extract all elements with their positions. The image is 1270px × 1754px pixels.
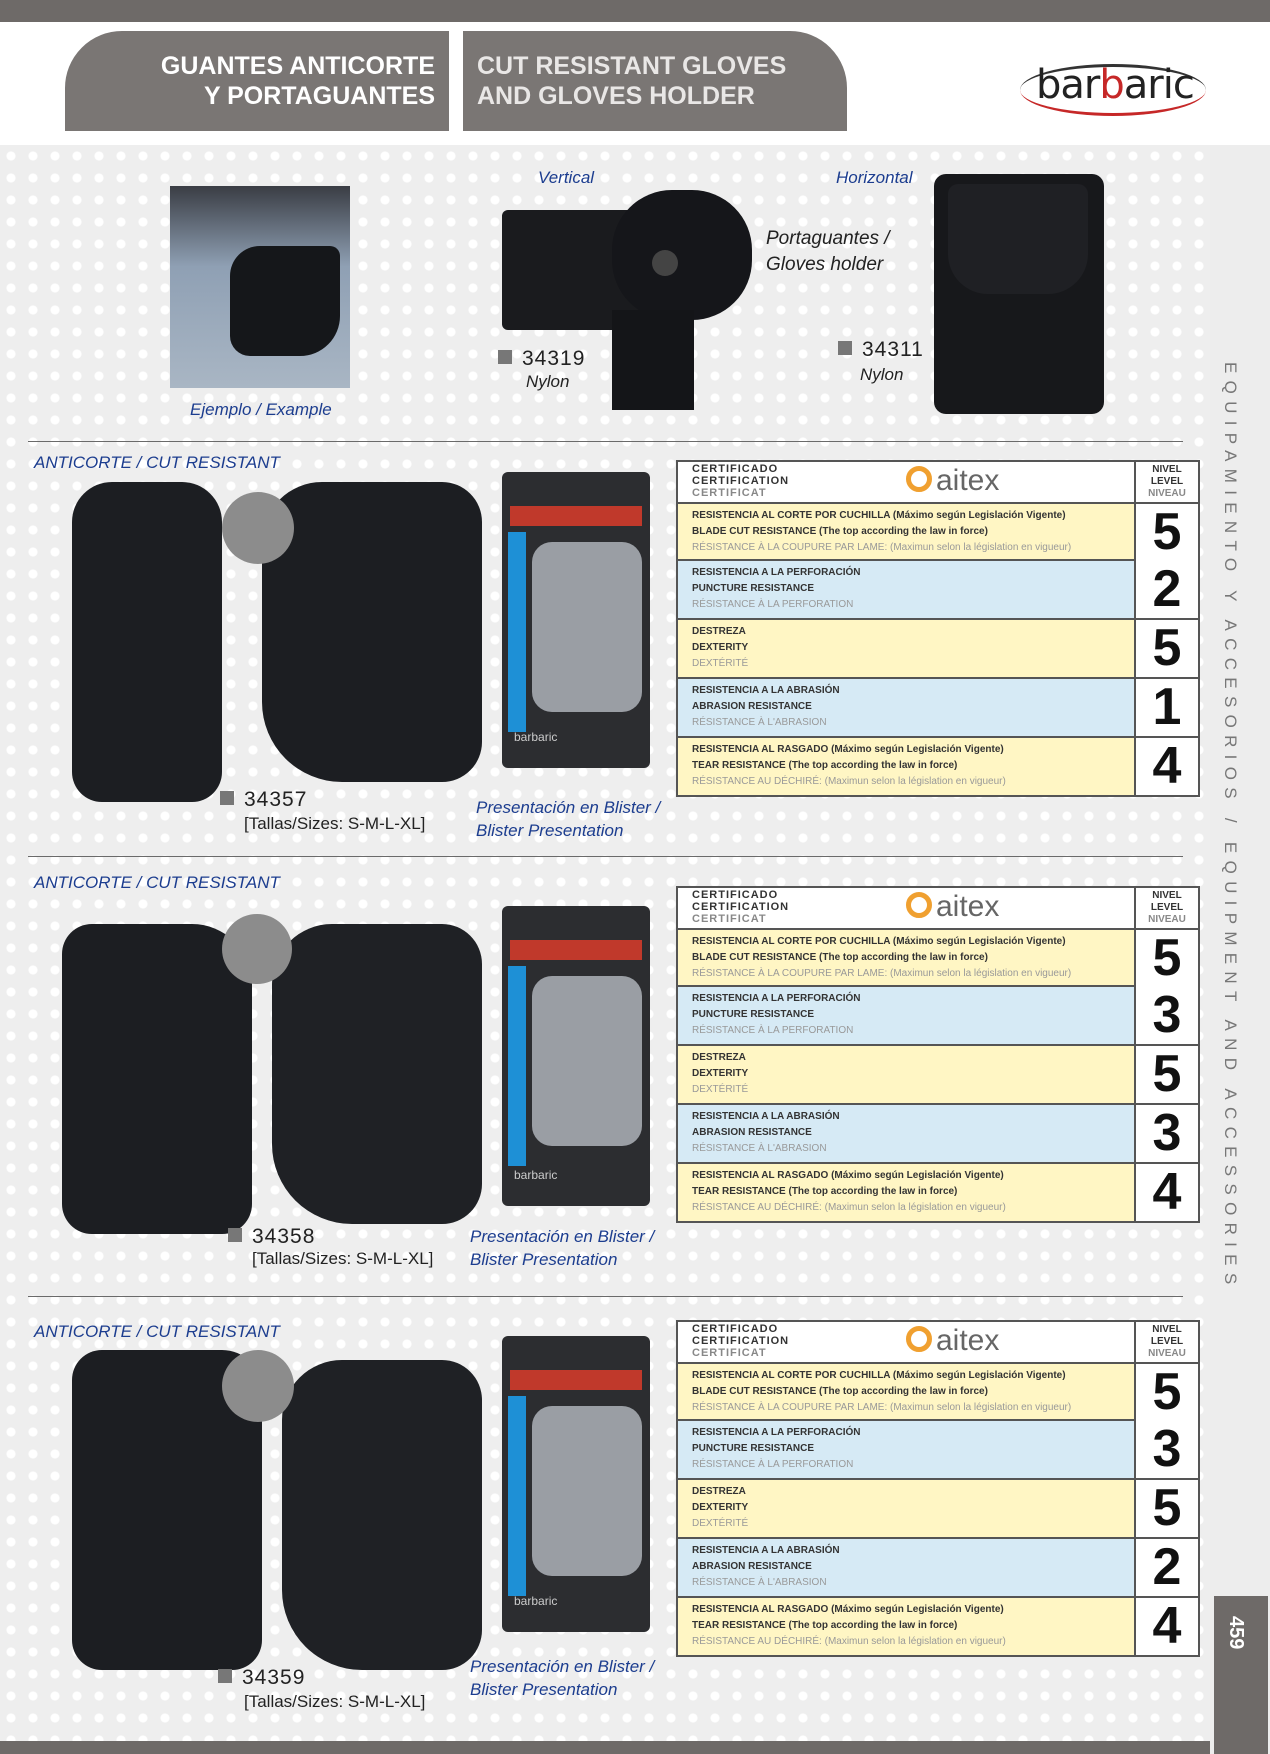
level-value: 3: [1134, 987, 1198, 1044]
cert-header: CERTIFICADO CERTIFICATION CERTIFICAT aitex NIVEL LEVEL NIVEAU: [676, 460, 1200, 502]
cert-row-tear: RESISTENCIA AL RASGADO (Máximo según Legislación Vigente) TEAR RESISTANCE (The top according the law in force) RÉSISTANCE AU DÉCHIRÉ: (Maximun selon la législation en vigueur) 4: [676, 1164, 1200, 1223]
divider-2: [28, 856, 1183, 857]
divider-1: [28, 441, 1183, 442]
top-bar: [0, 0, 1270, 22]
section-label-3: ANTICORTE / CUT RESISTANT: [34, 1322, 280, 1341]
header-tab-spanish: [62, 28, 452, 134]
vertical-label: Vertical: [538, 168, 595, 187]
level-value: 2: [1134, 1539, 1198, 1596]
level-value: 3: [1134, 1421, 1198, 1478]
product-code-34357: 34357: [220, 788, 307, 812]
horizontal-label: Horizontal: [836, 168, 913, 187]
level-value: 4: [1134, 1164, 1198, 1221]
horizontal-holder-material: Nylon: [860, 365, 904, 384]
cert-row-tear: RESISTENCIA AL RASGADO (Máximo según Legislación Vigente) TEAR RESISTANCE (The top according the law in force) RÉSISTANCE AU DÉCHIRÉ: (Maximun selon la législation en vigueur) 4: [676, 1598, 1200, 1657]
cert-row-dexterity: DESTREZA DEXTERITY DEXTÉRITÉ 5: [676, 1046, 1200, 1105]
blister-photo-3: barbaric: [502, 1336, 650, 1632]
page-number: 459: [1225, 1616, 1247, 1650]
cert-row-blade-cut: RESISTENCIA AL CORTE POR CUCHILLA (Máximo según Legislación Vigente) BLADE CUT RESISTANCE (The top according the law in force) RÉSISTANCE À LA COUPURE PAR LAME: (Maximun selon la législation en vigueur) 5: [676, 1362, 1200, 1421]
level-value: 4: [1134, 1598, 1198, 1655]
section-label-2: ANTICORTE / CUT RESISTANT: [34, 873, 280, 892]
horizontal-holder-photo: [934, 174, 1104, 414]
cert-row-abrasion: RESISTENCIA A LA ABRASIÓN ABRASION RESISTANCE RÉSISTANCE À L'ABRASION 2: [676, 1539, 1200, 1598]
header-tab-english: [460, 28, 850, 134]
cert-row-dexterity: DESTREZA DEXTERITY DEXTÉRITÉ 5: [676, 620, 1200, 679]
title-english: CUT RESISTANT GLOVES AND GLOVES HOLDER: [477, 52, 787, 110]
blister-caption-2: Presentación en Blister / Blister Presentation: [470, 1227, 655, 1269]
glove-photo-34358: [62, 914, 482, 1234]
divider-3: [28, 1296, 1183, 1297]
page-number-tab: [1214, 1596, 1268, 1754]
section-label-1: ANTICORTE / CUT RESISTANT: [34, 453, 280, 472]
aitex-logo: aitex: [906, 890, 999, 924]
cert-row-blade-cut: RESISTENCIA AL CORTE POR CUCHILLA (Máximo según Legislación Vigente) BLADE CUT RESISTANCE (The top according the law in force) RÉSISTANCE À LA COUPURE PAR LAME: (Maximun selon la législation en vigueur) 5: [676, 928, 1200, 987]
level-value: 5: [1134, 1480, 1198, 1537]
certification-table-34358: [676, 886, 1200, 1223]
level-value: 5: [1134, 620, 1198, 677]
sidebar-text: EQUIPAMIENTO Y ACCESORIOS / EQUIPMENT AND ACCESSORIES: [1221, 362, 1240, 1292]
sidebar-category: [1212, 362, 1268, 1342]
certification-table-34359: [676, 1320, 1200, 1657]
cert-row-puncture: RESISTENCIA A LA PERFORACIÓN PUNCTURE RESISTANCE RÉSISTANCE À LA PERFORATION 2: [676, 561, 1200, 620]
cert-row-puncture: RESISTENCIA A LA PERFORACIÓN PUNCTURE RESISTANCE RÉSISTANCE À LA PERFORATION 3: [676, 987, 1200, 1046]
cert-header: CERTIFICADO CERTIFICATION CERTIFICAT aitex NIVEL LEVEL NIVEAU: [676, 1320, 1200, 1362]
product-sizes-34358: [Tallas/Sizes: S-M-L-XL]: [252, 1249, 434, 1268]
level-value: 5: [1134, 930, 1198, 987]
example-photo: [170, 186, 350, 388]
level-value: 3: [1134, 1105, 1198, 1162]
cert-row-dexterity: DESTREZA DEXTERITY DEXTÉRITÉ 5: [676, 1480, 1200, 1539]
vertical-holder-material: Nylon: [526, 372, 570, 391]
product-sizes-34357: [Tallas/Sizes: S-M-L-XL]: [244, 814, 426, 833]
barbaric-logo: barbaric: [1020, 58, 1210, 118]
cert-row-tear: RESISTENCIA AL RASGADO (Máximo según Legislación Vigente) TEAR RESISTANCE (The top according the law in force) RÉSISTANCE AU DÉCHIRÉ: (Maximun selon la législation en vigueur) 4: [676, 738, 1200, 797]
level-value: 2: [1134, 561, 1198, 618]
level-value: 5: [1134, 1364, 1198, 1421]
level-value: 4: [1134, 738, 1198, 795]
cert-row-blade-cut: RESISTENCIA AL CORTE POR CUCHILLA (Máximo según Legislación Vigente) BLADE CUT RESISTANCE (The top according the law in force) RÉSISTANCE À LA COUPURE PAR LAME: (Maximun selon la législation en vigueur) 5: [676, 502, 1200, 561]
cert-header: CERTIFICADO CERTIFICATION CERTIFICAT aitex NIVEL LEVEL NIVEAU: [676, 886, 1200, 928]
cert-row-puncture: RESISTENCIA A LA PERFORACIÓN PUNCTURE RESISTANCE RÉSISTANCE À LA PERFORATION 3: [676, 1421, 1200, 1480]
blister-photo-1: barbaric: [502, 472, 650, 768]
horizontal-holder-code: 34311: [838, 338, 924, 362]
cert-row-abrasion: RESISTENCIA A LA ABRASIÓN ABRASION RESISTANCE RÉSISTANCE À L'ABRASION 3: [676, 1105, 1200, 1164]
product-code-34359: 34359: [218, 1666, 305, 1690]
blister-photo-2: barbaric: [502, 906, 650, 1206]
holder-title: Portaguantes / Gloves holder: [766, 228, 890, 275]
glove-photo-34359: [72, 1350, 492, 1670]
blister-caption-3: Presentación en Blister / Blister Presentation: [470, 1657, 655, 1699]
level-value: 5: [1134, 1046, 1198, 1103]
product-code-34358: 34358: [228, 1225, 315, 1249]
level-value: 5: [1134, 504, 1198, 561]
level-value: 1: [1134, 679, 1198, 736]
blister-caption-1: Presentación en Blister / Blister Presentation: [476, 798, 661, 840]
product-sizes-34359: [Tallas/Sizes: S-M-L-XL]: [244, 1692, 426, 1711]
bottom-bar: [0, 1741, 1210, 1754]
example-label: Ejemplo / Example: [190, 400, 332, 419]
vertical-holder-code: 34319: [498, 347, 585, 371]
title-spanish: GUANTES ANTICORTE Y PORTAGUANTES: [160, 52, 435, 110]
aitex-logo: aitex: [906, 464, 999, 498]
cert-row-abrasion: RESISTENCIA A LA ABRASIÓN ABRASION RESISTANCE RÉSISTANCE À L'ABRASION 1: [676, 679, 1200, 738]
glove-photo-34357: [72, 482, 482, 802]
certification-table-34357: [676, 460, 1200, 797]
aitex-logo: aitex: [906, 1324, 999, 1358]
